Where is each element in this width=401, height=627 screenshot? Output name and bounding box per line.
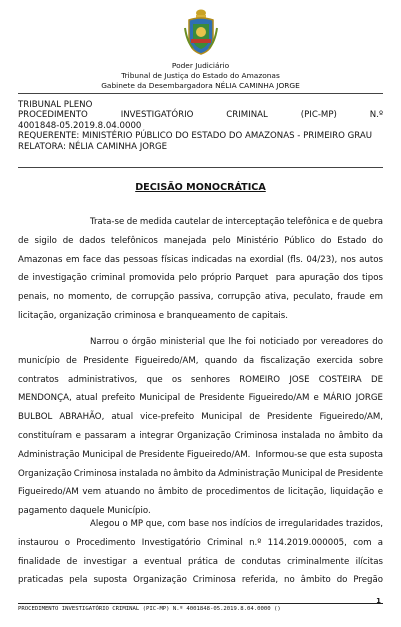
page-footer: PROCEDIMENTO INVESTIGATÓRIO CRIMINAL (PIC-MP) N.º 4001848-05.2019.8.04.0000 () bbox=[18, 606, 281, 612]
text-line: Figueiredo/AM vem atuando no âmbito de procedimentos de licitação, liquidação e bbox=[18, 487, 383, 498]
text-line: Organização Criminosa instalada no âmbito da Administração Municipal de Presidente bbox=[18, 468, 383, 479]
page-number: 1 bbox=[376, 597, 381, 605]
text-line: Administração Municipal de Presidente Figueiredo/AM. Informou-se que esta suposta bbox=[18, 449, 383, 460]
procedure-word: (PIC-MP) bbox=[300, 110, 337, 121]
text-line: instaurou o Procedimento Investigatório Criminal n.º 114.2019.000005, com a bbox=[18, 537, 383, 548]
text-line: contratos administrativos, que os senhores ROMEIRO JOSE COSTEIRA DE bbox=[18, 374, 383, 385]
case-header bbox=[18, 100, 383, 152]
text-line: de sigilo de dados telefônicos manejada pelo Ministério Público do Estado do bbox=[18, 235, 383, 246]
text-line: Alegou o MP que, com base nos indícios de irregularidades trazidos, bbox=[90, 519, 383, 529]
court-branch: Poder Judiciário bbox=[171, 61, 230, 70]
court-name: Tribunal de Justiça do Estado do Amazonas bbox=[121, 71, 280, 80]
text-line: Narrou o órgão ministerial que lhe foi noticiado por vereadores do bbox=[90, 337, 383, 347]
text-line: MENDONÇA, atual prefeito Municipal de Presidente Figueiredo/AM e MÁRIO JORGE bbox=[18, 393, 383, 404]
text-line: Amazonas em face das pessoas físicas indicadas na exordial (fls. 04/23), nos autos bbox=[18, 254, 383, 265]
footer-divider bbox=[18, 603, 383, 604]
procedure-word: N.º bbox=[369, 110, 383, 121]
paragraph-2 bbox=[18, 333, 383, 521]
text-line: constituíram e passaram a integrar Organização Criminosa instalada no âmbito da bbox=[18, 430, 383, 441]
text-line: município de Presidente Figueiredo/AM, quando da fiscalização exercida sobre bbox=[18, 355, 383, 366]
document-title: DECISÃO MONOCRÁTICA bbox=[135, 182, 266, 193]
text-line: finalidade de investigar a eventual prática de condutas criminalmente ilícitas bbox=[18, 556, 383, 567]
court-crest-emblem bbox=[183, 8, 219, 56]
case-requester: REQUERENTE: MINISTÉRIO PÚBLICO DO ESTADO DO AMAZONAS - PRIMEIRO GRAU bbox=[18, 131, 373, 142]
paragraph-3 bbox=[18, 515, 383, 590]
text-line: licitação, organização criminosa e branqueamento de capitais. bbox=[18, 310, 288, 321]
text-line: Trata-se de medida cautelar de interceptação telefônica e de quebra bbox=[90, 217, 383, 227]
text-line: penais, no momento, de corrupção passiva, corrupção ativa, peculato, fraude em bbox=[18, 292, 383, 303]
case-procedure-line bbox=[18, 110, 383, 120]
case-rapporteur: RELATORA: NÉLIA CAMINHA JORGE bbox=[18, 141, 168, 152]
court-office: Gabinete da Desembargadora NÉLIA CAMINHA JORGE bbox=[101, 81, 300, 90]
case-organ: TRIBUNAL PLENO bbox=[18, 100, 93, 110]
procedure-word: PROCEDIMENTO bbox=[18, 110, 88, 121]
text-line: praticadas pela suposta Organização Criminosa referida, no âmbito do Pregão bbox=[18, 575, 383, 586]
procedure-word: INVESTIGATÓRIO bbox=[120, 110, 194, 121]
case-number: 4001848-05.2019.8.04.0000 bbox=[18, 120, 142, 131]
paragraph-1 bbox=[18, 213, 383, 326]
case-divider bbox=[18, 167, 383, 168]
procedure-word: CRIMINAL bbox=[226, 110, 268, 121]
text-line: de investigação criminal promovida pelo próprio Parquet para apuração dos tipos bbox=[18, 273, 383, 284]
text-line: BULBOL ABRAHÃO, atual vice-prefeito Municipal de Presidente Figueiredo/AM, bbox=[18, 412, 383, 423]
header-divider bbox=[18, 93, 383, 94]
text-line: pagamento daquele Município. bbox=[18, 506, 151, 517]
